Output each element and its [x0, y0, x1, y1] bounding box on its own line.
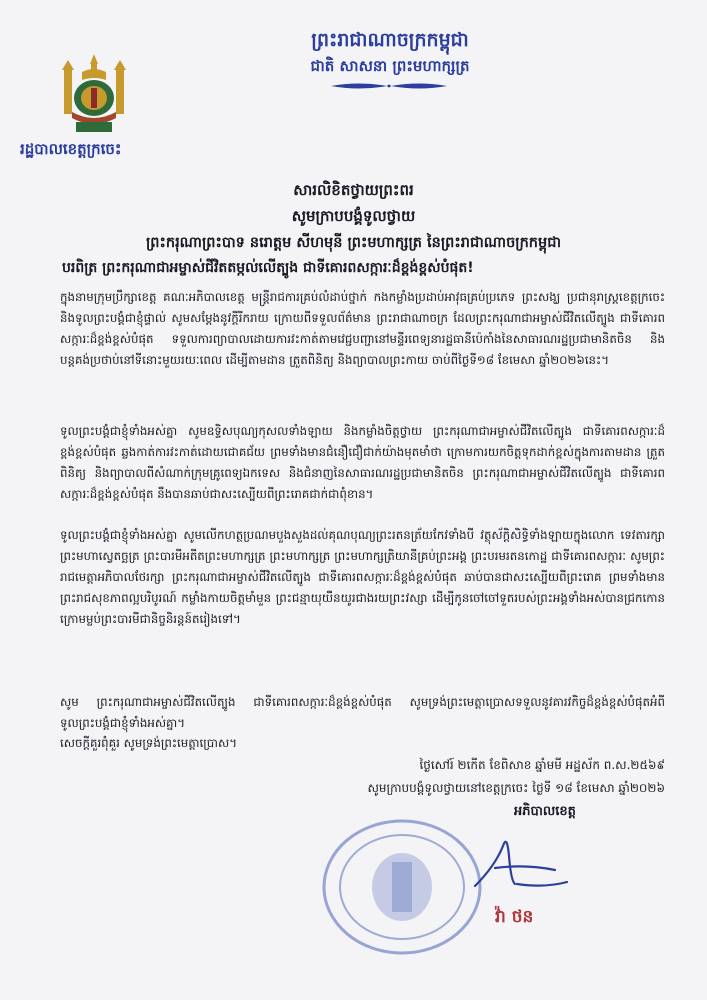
royal-emblem-icon	[58, 52, 130, 136]
letter-title: សារលិខិតថ្វាយព្រះពរ	[293, 181, 414, 199]
letter-subtitle: សូមក្រាបបង្គំទូលថ្វាយ	[291, 207, 416, 225]
place-and-date: សូមក្រាបបង្គំទូលថ្វាយនៅខេត្តក្រចេះ ថ្ងៃទី ១៨ ខែមេសា ឆ្នាំ២០២៦	[367, 781, 665, 795]
kingdom-name: ព្រះរាជាណាចក្រកម្ពុជា	[311, 29, 469, 51]
paragraph-3: ទូលព្រះបង្គំជាខ្ញុំទាំងអស់គ្នា សូមលើកហត្ថប្រណមបួងសួងដល់គុណបុណ្យព្រះរតនត្រ័យកែវទាំងបី វត្ថុស័ក្តិសិទ្ធិទាំងឡាយក្នុងលោក ទេវតារក្សាព្រះមហាស្វេតច្ឆត្រ ព្រះបារមីអតីតព្រះមហាក្សត្រ ព្រះមហាក្សត្រ ព្រះមហាក្សត្រិយានីគ្រប់ព្រះអង្គ ព្រះបរមរតនកោដ្ឋ ជាទីគោរពសក្ការៈ សូមព្រះរាជមេត្តាអភិបាលថែរក្សា ព្រះករុណាជាអម្ចាស់ជីវិតលើត្បូង ជាទីគោរពសក្ការៈដ៏ខ្ពង់ខ្ពស់បំផុត ឆាប់បានជាសះស្បើយពីព្រះរោគ ព្រមទាំងមានព្រះរាជសុខភាពល្អបរិបូរណ៍ កម្លាំងកាយចិត្តមាំមួន ព្រះជន្មាយុយឺនយូរជាងរយព្រះវស្សា ដើម្បីកូនចៅចៅទួតរបស់ព្រះអង្គទាំងអស់បានជ្រកកោនក្រោមម្លប់ព្រះបារមីជានិច្ចនិរន្តន៍តរៀងទៅ។	[60, 528, 665, 626]
tacteing-ornament-icon	[329, 79, 449, 93]
paragraph-5: សេចក្តីគួរពុំគួរ សូមទ្រង់ព្រះមេត្តាប្រោស។	[60, 736, 238, 750]
provincial-administration: រដ្ឋបាលខេត្តក្រចេះ	[20, 140, 122, 158]
paragraph-1: ក្នុងនាមក្រុមប្រឹក្សាខេត្ត គណៈអភិបាលខេត្ត មន្ត្រីរាជការគ្រប់លំដាប់ថ្នាក់ កងកម្លាំងប្រដាប់អាវុធគ្រប់ប្រភេទ ព្រះសង្ឃ ប្រជានុរាស្ត្រខេត្តក្រចេះ និងទូលព្រះបង្គំជាខ្ញុំផ្ទាល់ សូមសម្ដែងនូវក្ដីរីករាយ ក្រោយពីទទួលព័ត៌មាន ព្រះរាជាណាចក្រ ដែលព្រះករុណាជាអម្ចាស់ជីវិតលើត្បូង ជាទីគោរពសក្ការៈដ៏ខ្ពង់ខ្ពស់បំផុត ទទួលការព្យាបាលដោយការវះកាត់តាមវេជ្ជបញ្ជានៅមន្ទីរពេទ្យនារដ្ឋធានីប៉េកាំងនៃសាធារណរដ្ឋប្រជាមានិតចិន និងបន្តគង់ប្រថាប់នៅទីនោះមួយរយៈពេល ដើម្បីតាមដាន ត្រួតពិនិត្យ និងព្យាបាលព្រះកាយ ចាប់ពីថ្ងៃទី១៨ ខែមេសា ឆ្នាំ២០២៦នេះ។	[60, 290, 665, 367]
addressee-line: ព្រះករុណាព្រះបាទ នរោត្តម សីហមុនី ព្រះមហាក្សត្រ នៃព្រះរាជាណាចក្រកម្ពុជា	[145, 235, 562, 251]
national-motto: ជាតិ សាសនា ព្រះមហាក្សត្រ	[310, 57, 470, 75]
lunar-date: ថ្ងៃសៅរ៍ ២កើត ខែពិសាខ ឆ្នាំមមី អដ្ឋស័ក ព.ស.២៥៦៩	[419, 758, 665, 772]
signer-name: វ៉ា ថន	[495, 907, 534, 927]
governor-title: អភិបាលខេត្ត	[514, 804, 576, 819]
paragraph-4: សូម ព្រះករុណាជាអម្ចាស់ជីវិតលើត្បូង ជាទីគោរពសក្ការៈដ៏ខ្ពង់ខ្ពស់បំផុត សូមទ្រង់ព្រះមេត្តាប្រោសទទួលនូវគារវកិច្ចដ៏ខ្ពង់ខ្ពស់បំផុតអំពីទូលព្រះបង្គំជាខ្ញុំទាំងអស់គ្នា។	[60, 695, 665, 730]
salutation-line: បរពិត្រ ព្រះករុណាជាអម្ចាស់ជីវិតតម្កល់លើត្បូង ជាទីគោរពសក្ការៈដ៏ខ្ពង់ខ្ពស់បំផុត!	[62, 260, 474, 276]
paragraph-2: ទូលព្រះបង្គំជាខ្ញុំទាំងអស់គ្នា សូមឧទ្ទិសបុណ្យកុសលទាំងឡាយ និងកម្លាំងចិត្តថ្វាយ ព្រះករុណាជាអម្ចាស់ជីវិតលើត្បូង ជាទីគោរពសក្ការៈដ៏ខ្ពង់ខ្ពស់បំផុត ឆ្លងកាត់ការវះកាត់ដោយជោគជ័យ ព្រមទាំងមានជំនឿជឿជាក់យ៉ាងមុតមាំថា ក្រោមការយកចិត្តទុកដាក់ខ្ពស់ក្នុងការតាមដាន ត្រួតពិនិត្យ និងព្យាបាលពីសំណាក់ក្រុមគ្រូពេទ្យឯកទេស និងជំនាញនៃសាធារណរដ្ឋប្រជាមានិតចិន ព្រះករុណាជាអម្ចាស់ជីវិតលើត្បូង ជាទីគោរពសក្ការៈដ៏ខ្ពង់ខ្ពស់បំផុត នឹងបានឆាប់ជាសះស្បើយពីព្រះរោគជាក់ជាពុំខាន។	[60, 424, 665, 501]
handwritten-signature-icon	[455, 826, 575, 896]
